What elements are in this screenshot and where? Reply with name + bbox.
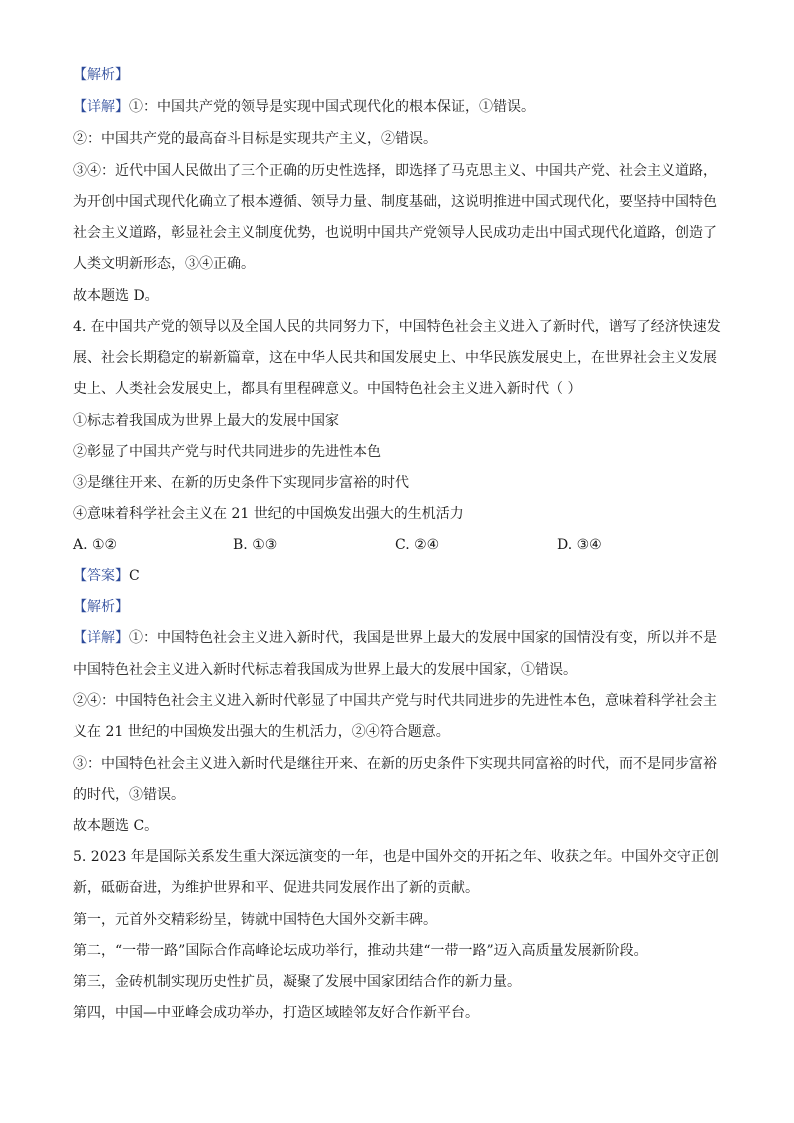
q5-item-2: 第二，“一带一路”国际合作高峰论坛成功举行，推动共建“一带一路”迈入高质量发展新阶段。: [73, 943, 648, 959]
q4-explain-1-text: ①：中国特色社会主义进入新时代，我国是世界上最大的发展中国家的国情没有变，所以并不是: [129, 630, 717, 646]
detail-para-2: ②：中国共产党的最高奋斗目标是实现共产主义，②错误。: [73, 131, 437, 147]
q5-stem-line-1: 5. 2023 年是国际关系发生重大深远演变的一年，也是中国外交的开拓之年、收获之年。中国外交守正创: [73, 849, 719, 865]
answer-tag: 【答案】: [73, 568, 129, 584]
q4-detail-tag: 【详解】: [73, 630, 129, 646]
q4-explain-2-line-2: 义在 21 世纪的中国焕发出强大的生机活力，②④符合题意。: [73, 724, 450, 740]
q4-explain-3-line-2: 的时代，③错误。: [73, 787, 185, 803]
option-c: C. ②④: [395, 537, 440, 553]
detail-para-3-line-4: 人类文明新形态，③④正确。: [73, 256, 255, 272]
q5-item-3: 第三，金砖机制实现历史性扩员，凝聚了发展中国家团结合作的新力量。: [73, 974, 521, 990]
q4-statement-3: ③是继往开来、在新的历史条件下实现同步富裕的时代: [73, 475, 409, 491]
detail-para-3-line-1: ③④：近代中国人民做出了三个正确的历史性选择，即选择了马克思主义、中国共产党、社会主义道路，: [73, 163, 717, 179]
q4-conclusion: 故本题选 C。: [73, 818, 159, 834]
q4-statement-1: ①标志着我国成为世界上最大的发展中国家: [73, 413, 339, 429]
option-d: D. ③④: [557, 537, 602, 553]
conclusion: 故本题选 D。: [73, 288, 159, 304]
q4-stem-line-3: 史上、人类社会发展史上，都具有里程碑意义。中国特色社会主义进入新时代（ ）: [73, 381, 582, 397]
q4-stem-line-2: 展、社会长期稳定的崭新篇章，这在中华人民共和国发展史上、中华民族发展史上，在世界社会主义发展: [73, 350, 717, 366]
detail-para-3-line-2: 为开创中国式现代化确立了根本遵循、领导力量、制度基础，这说明推进中国式现代化，要坚持中国特色: [73, 194, 717, 210]
option-a: A. ①②: [73, 537, 118, 553]
q5-item-4: 第四，中国—中亚峰会成功举办，打造区域睦邻友好合作新平台。: [73, 1005, 479, 1021]
detail-text: ①：中国共产党的领导是实现中国式现代化的根本保证，①错误。: [129, 99, 535, 115]
answer-value: C: [129, 568, 140, 584]
q5-stem-line-2: 新，砥砺奋进，为维护世界和平、促进共同发展作出了新的贡献。: [73, 880, 479, 896]
q4-statement-2: ②彰显了中国共产党与时代共同进步的先进性本色: [73, 444, 381, 460]
detail-para-1: [73, 97, 723, 117]
q4-stem-line-1: 4. 在中国共产党的领导以及全国人民的共同努力下，中国特色社会主义进入了新时代，谱写了经济快速发: [73, 319, 721, 335]
q5-item-1: 第一，元首外交精彩纷呈，铸就中国特色大国外交新丰碑。: [73, 912, 437, 928]
q4-options: [73, 535, 723, 555]
q4-answer: [73, 566, 723, 586]
option-b: B. ①③: [233, 537, 278, 553]
detail-para-3-line-3: 社会主义道路，彰显社会主义制度优势，也说明中国共产党领导人民成功走出中国式现代化道路，创造了: [73, 225, 717, 241]
q4-explain-1-line-1: [73, 628, 723, 648]
detail-tag: 【详解】: [73, 99, 129, 115]
q4-statement-4: ④意味着科学社会主义在 21 世纪的中国焕发出强大的生机活力: [73, 506, 464, 522]
q4-analysis-tag: 【解析】: [73, 599, 129, 615]
q4-explain-3-line-1: ③：中国特色社会主义进入新时代是继往开来、在新的历史条件下实现共同富裕的时代，而不是同步富裕: [73, 756, 717, 772]
analysis-tag: 【解析】: [73, 67, 129, 83]
q4-explain-1-line-2: 中国特色社会主义进入新时代标志着我国成为世界上最大的发展中国家，①错误。: [73, 662, 577, 678]
q4-explain-2-line-1: ②④：中国特色社会主义进入新时代彰显了中国共产党与时代共同进步的先进性本色，意味着科学社会主: [73, 693, 717, 709]
